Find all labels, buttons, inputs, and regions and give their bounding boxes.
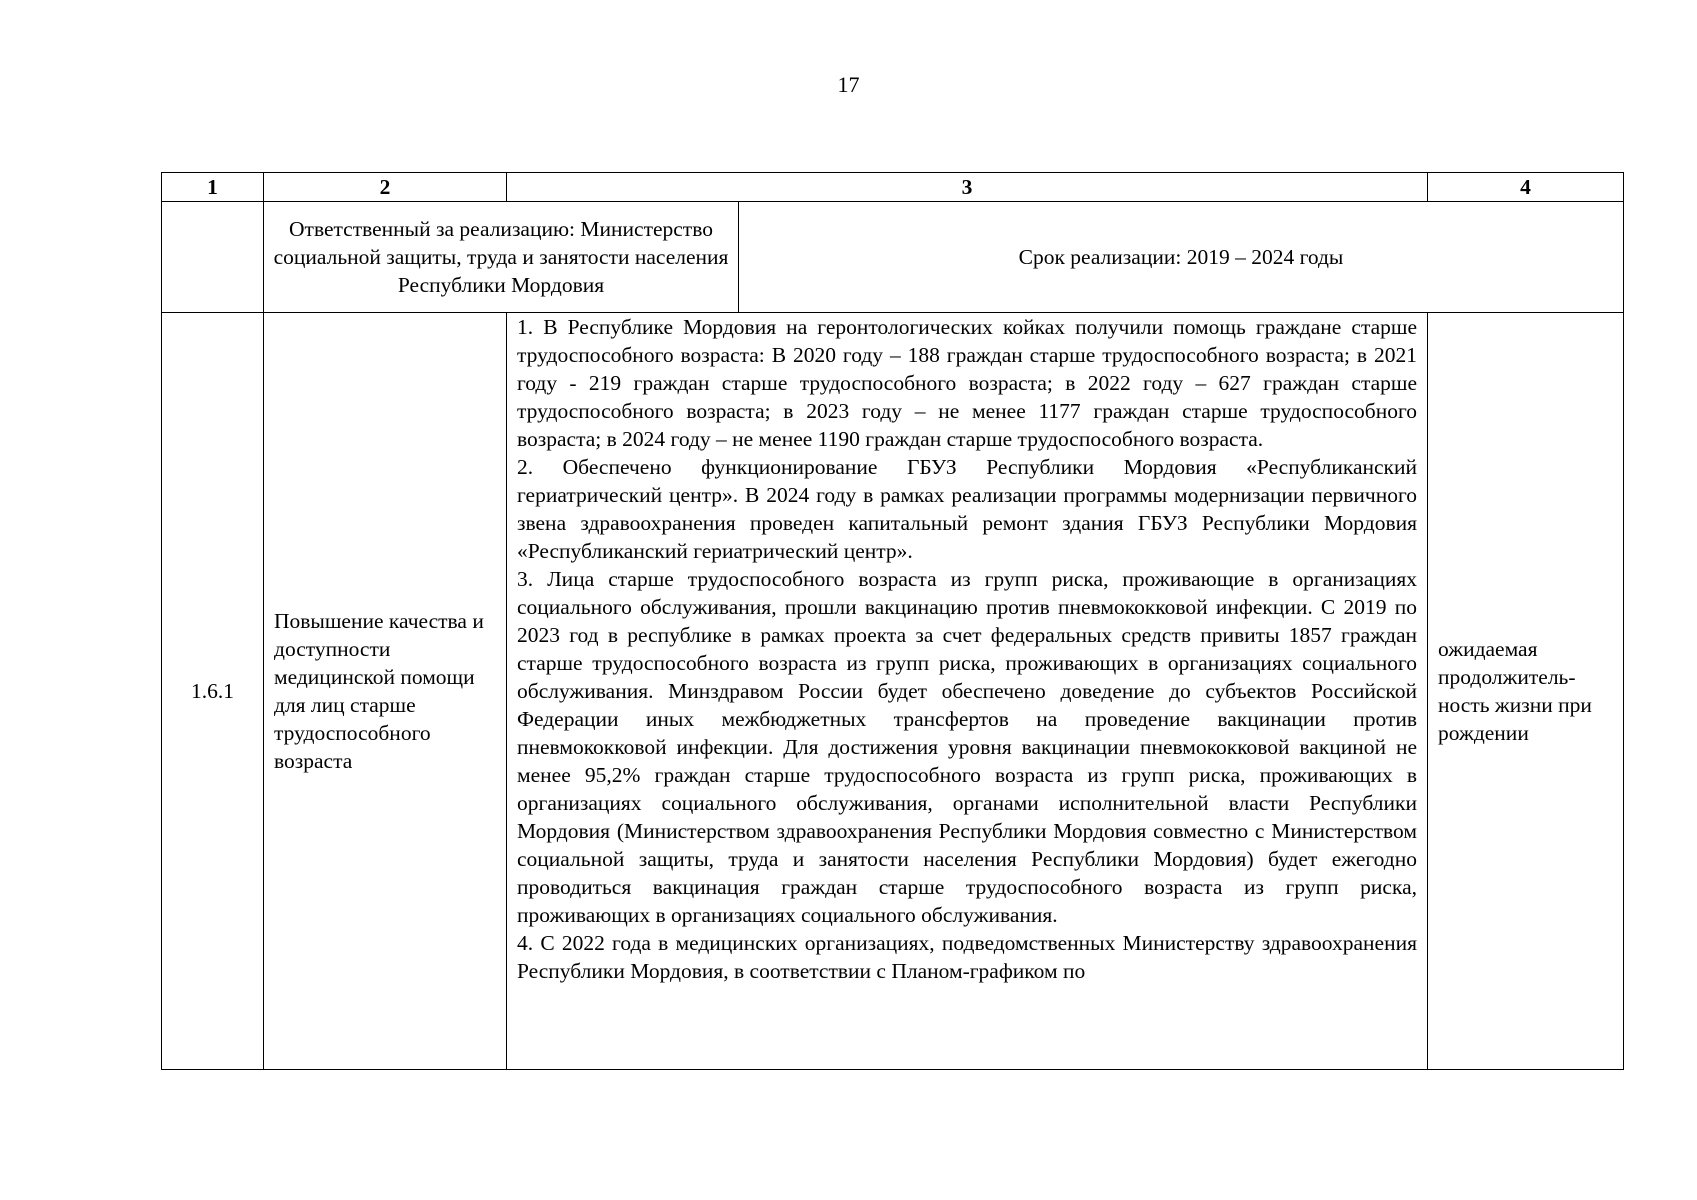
row-indicator: ожидаемая продолжитель-ность жизни при рождении: [1428, 313, 1624, 1070]
header-col-2: 2: [264, 173, 507, 202]
description-paragraph-2: 2. Обеспечено функционирование ГБУЗ Республики Мордовия «Республиканский гериатрический центр». В 2024 году в рамках реализации программы модернизации первичного звена здравоохранения проведен капитальный ремонт здания ГБУЗ Республики Мордовия «Республиканский гериатрический центр».: [517, 455, 1417, 563]
table-row: [162, 313, 1624, 1070]
description-paragraph-1: 1. В Республике Мордовия на геронтологических койках получили помощь граждане старше трудоспособного возраста: В 2020 году – 188 граждан старше трудоспособного возраста; в 2021 году - 219 граждан старше трудоспособного возраста; в 2022 году – 627 граждан старше трудоспособного возраста; в 2023 году – не менее 1177 граждан старше трудоспособного возраста; в 2024 году – не менее 1190 граждан старше трудоспособного возраста.: [517, 315, 1417, 451]
row-number: 1.6.1: [162, 313, 264, 1070]
header-col-4: 4: [1428, 173, 1624, 202]
description-paragraph-4: 4. С 2022 года в медицинских организациях, подведомственных Министерству здравоохранения Республики Мордовия, в соответствии с Планом-графиком по: [517, 931, 1417, 983]
table-header-row: [162, 173, 1624, 202]
program-table: [161, 172, 1624, 1070]
header-col-3: 3: [507, 173, 1428, 202]
implementation-term: Срок реализации: 2019 – 2024 годы: [1018, 245, 1344, 269]
page-number: 17: [837, 72, 860, 97]
row-name: Повышение качества и доступности медицинской помощи для лиц старше трудоспособного возраста: [264, 313, 507, 1070]
responsible-text: Ответственный за реализацию: Министерство социальной защиты, труда и занятости населения Республики Мордовия: [264, 202, 739, 312]
responsible-merged-cell: [264, 202, 1624, 313]
responsible-empty-cell: [162, 202, 264, 313]
description-paragraph-3: 3. Лица старше трудоспособного возраста из групп риска, проживающие в организациях социального обслуживания, прошли вакцинацию против пневмококковой инфекции. С 2019 по 2023 год в республике в рамках проекта за счет федеральных средств привиты 1857 граждан старше трудоспособного возраста из групп риска, проживающих в организациях социального обслуживания. Минздравом России будет обеспечено доведение до субъектов Российской Федерации иных межбюджетных трансфертов на проведение вакцинации против пневмококковой инфекции. Для достижения уровня вакцинации пневмококковой вакциной не менее 95,2% граждан старше трудоспособного возраста из групп риска, проживающих в организациях социального обслуживания, органами исполнительной власти Республики Мордовия (Министерством здравоохранения Республики Мордовия совместно с Министерством социальной защиты, труда и занятости населения Республики Мордовия) будет ежегодно проводиться вакцинация граждан старше трудоспособного возраста из групп риска, проживающих в организациях социального обслуживания.: [517, 567, 1417, 927]
row-description: [507, 313, 1428, 1070]
responsible-row: [162, 202, 1624, 313]
header-col-1: 1: [162, 173, 264, 202]
